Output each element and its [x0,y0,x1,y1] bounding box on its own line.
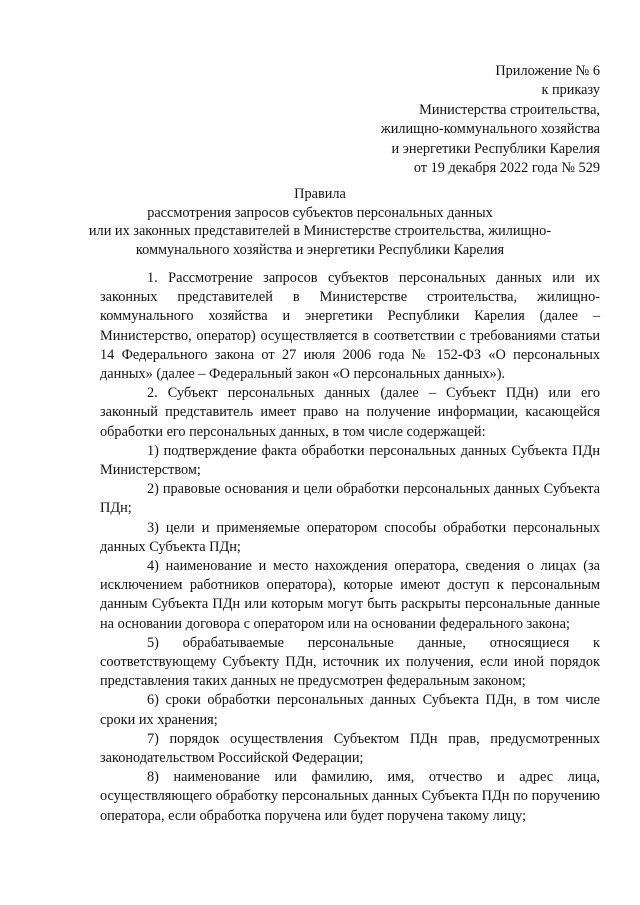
appendix-line: и энергетики Республики Карелия [391,140,600,157]
appendix-line: Приложение № 6 [495,63,600,79]
appendix-line: жилищно-коммунального хозяйства [380,121,600,138]
document-subtitle-line: рассмотрения запросов субъектов персональных данных [147,204,493,221]
document-body [100,269,600,826]
appendix-line: к приказу [541,82,600,99]
paragraph-item-1: 1. Рассмотрение запросов субъектов персональных данных или их законных представителей в Министерстве строительства, жилищно-коммунального хозяйства и энергетики Республики Карелия (далее – Министерство, оператор) осуществляется в соответствии с требованиями статьи 14 Федерального закона от 27 июля 2006 года № 152-ФЗ «О персональных данных» (далее – Федеральный закон «О персональных данных»). [100,270,600,383]
appendix-line: Министерства строительства, [419,101,600,118]
document-subtitle-line: коммунального хозяйства и энергетики Республики Карелия [135,241,505,258]
list-item-3: 3) цели и применяемые оператором способы обработки персональных данных Субъекта ПДн; [100,519,600,555]
appendix-block [381,62,600,178]
list-item-5: 5) обрабатываемые персональные данные, относящиеся к соответствующему Субъекту ПДн, источник их получения, если иной порядок представления таких данных не предусмотрен федеральным законом; [100,634,600,690]
appendix-line: от 19 декабря 2022 года № 529 [413,160,600,177]
document-subtitle-line: или их законных представителей в Министерстве строительства, жилищно- [88,223,552,240]
list-item-8: 8) наименование или фамилию, имя, отчество и адрес лица, осуществляющего обработку персональных данных Субъекта ПДн по поручению оператора, если обработка поручена или будет поручена такому лицу; [100,769,600,824]
list-item-4: 4) наименование и место нахождения оператора, сведения о лицах (за исключением работников оператора), которые имеют доступ к персональным данным Субъекта ПДн или которым могут быть раскрыты персональные данные на основании договора с оператором или на основании федерального закона; [100,558,600,632]
list-item-7: 7) порядок осуществления Субъектом ПДн прав, предусмотренных законодательством Российской Федерации; [100,730,600,767]
paragraph-item-2: 2. Субъект персональных данных (далее – Субъект ПДн) или его законный представитель имеет право на получение информации, касающейся обработки его персональных данных, в том числе содержащей: [100,385,600,440]
list-item-6: 6) сроки обработки персональных данных Субъекта ПДн, в том числе сроки их хранения; [100,692,600,728]
document-heading [80,185,560,259]
document-title: Правила [294,186,346,202]
list-item-1: 1) подтверждение факта обработки персональных данных Субъекта ПДн Министерством; [100,442,600,479]
list-item-2: 2) правовые основания и цели обработки персональных данных Субъекта ПДн; [100,481,600,517]
